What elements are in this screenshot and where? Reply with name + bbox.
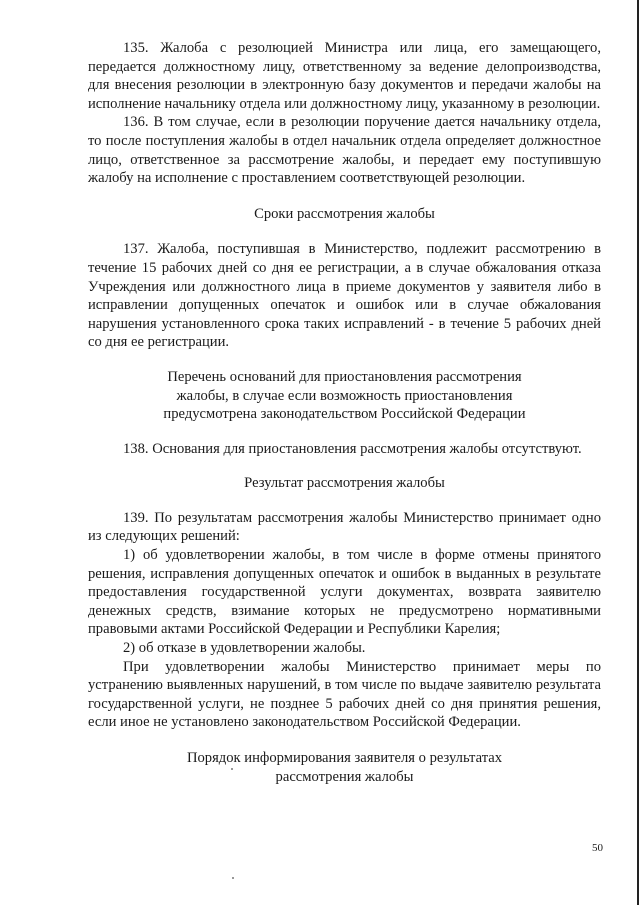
page-border bbox=[637, 0, 639, 905]
heading-inform-line1: Порядок информирования заявителя о результатах bbox=[186, 750, 503, 766]
list-item-1: 1) об удовлетворении жалобы, в том числе в форме отмены принятого решения, исправления допущенных опечаток и ошибок в выданных в результате предоставления государственной услуги документах, возврата заявителю денежных средств, взимание которых не предусмотрено нормативными правовыми актами Российской Федерации и Республики Карелия; bbox=[88, 547, 601, 638]
paragraph-measures: При удовлетворении жалобы Министерство принимает меры по устранению выявленных нарушений, в том числе по выдаче заявителю результата государственной услуги, не позднее 5 рабочих дней со дня принятия решения, если иное не установлено законодательством Российской Федерации. bbox=[88, 658, 601, 731]
scan-speck bbox=[232, 877, 234, 879]
heading-inform-line2: рассмотрения жалобы bbox=[275, 768, 414, 785]
heading-suspension-line2: жалобы, в случае если возможность приостановления bbox=[176, 387, 513, 404]
scan-speck bbox=[231, 768, 233, 770]
heading-terms: Сроки рассмотрения жалобы bbox=[254, 205, 435, 222]
list-item-2: 2) об отказе в удовлетворении жалобы. bbox=[123, 640, 366, 657]
paragraph-139: 139. По результатам рассмотрения жалобы Министерство принимает одно из следующих решений: bbox=[88, 509, 601, 545]
paragraph-136: 136. В том случае, если в резолюции поручение дается начальнику отдела, то после поступления жалобы в отдел начальник отдела определяет должностное лицо, ответственное за рассмотрение жалобы, и передает ему поступившую жалобу на исполнение с проставлением соответствующей резолюции. bbox=[88, 114, 601, 187]
paragraph-135: 135. Жалоба с резолюцией Министра или лица, его замещающего, передается должностному лицу, ответственному за ведение делопроизводства, для внесения резолюции в электронную базу документов и передачи жалобы на исполнение начальнику отдела или должностному лицу, указанному в резолюции. bbox=[88, 40, 601, 112]
heading-suspension-line1: Перечень оснований для приостановления рассмотрения bbox=[167, 368, 522, 385]
heading-inform bbox=[88, 749, 601, 786]
heading-suspension-line3: предусмотрена законодательством Российской Федерации bbox=[163, 406, 526, 423]
paragraph-137: 137. Жалоба, поступившая в Министерство, подлежит рассмотрению в течение 15 рабочих дней со дня ее регистрации, а в случае обжалования отказа Учреждения или должностного лица в приеме документов у заявителя либо в исправлении допущенных опечаток и ошибок или в случае обжалования нарушения установленного срока таких исправлений - в течение 5 рабочих дней со дня ее регистрации. bbox=[88, 241, 601, 351]
paragraph-138: 138. Основания для приостановления рассмотрения жалобы отсутствуют. bbox=[123, 440, 582, 457]
heading-suspension bbox=[88, 368, 601, 424]
heading-result: Результат рассмотрения жалобы bbox=[244, 475, 445, 492]
page-number: 50 bbox=[592, 842, 603, 854]
document-body bbox=[88, 39, 601, 786]
